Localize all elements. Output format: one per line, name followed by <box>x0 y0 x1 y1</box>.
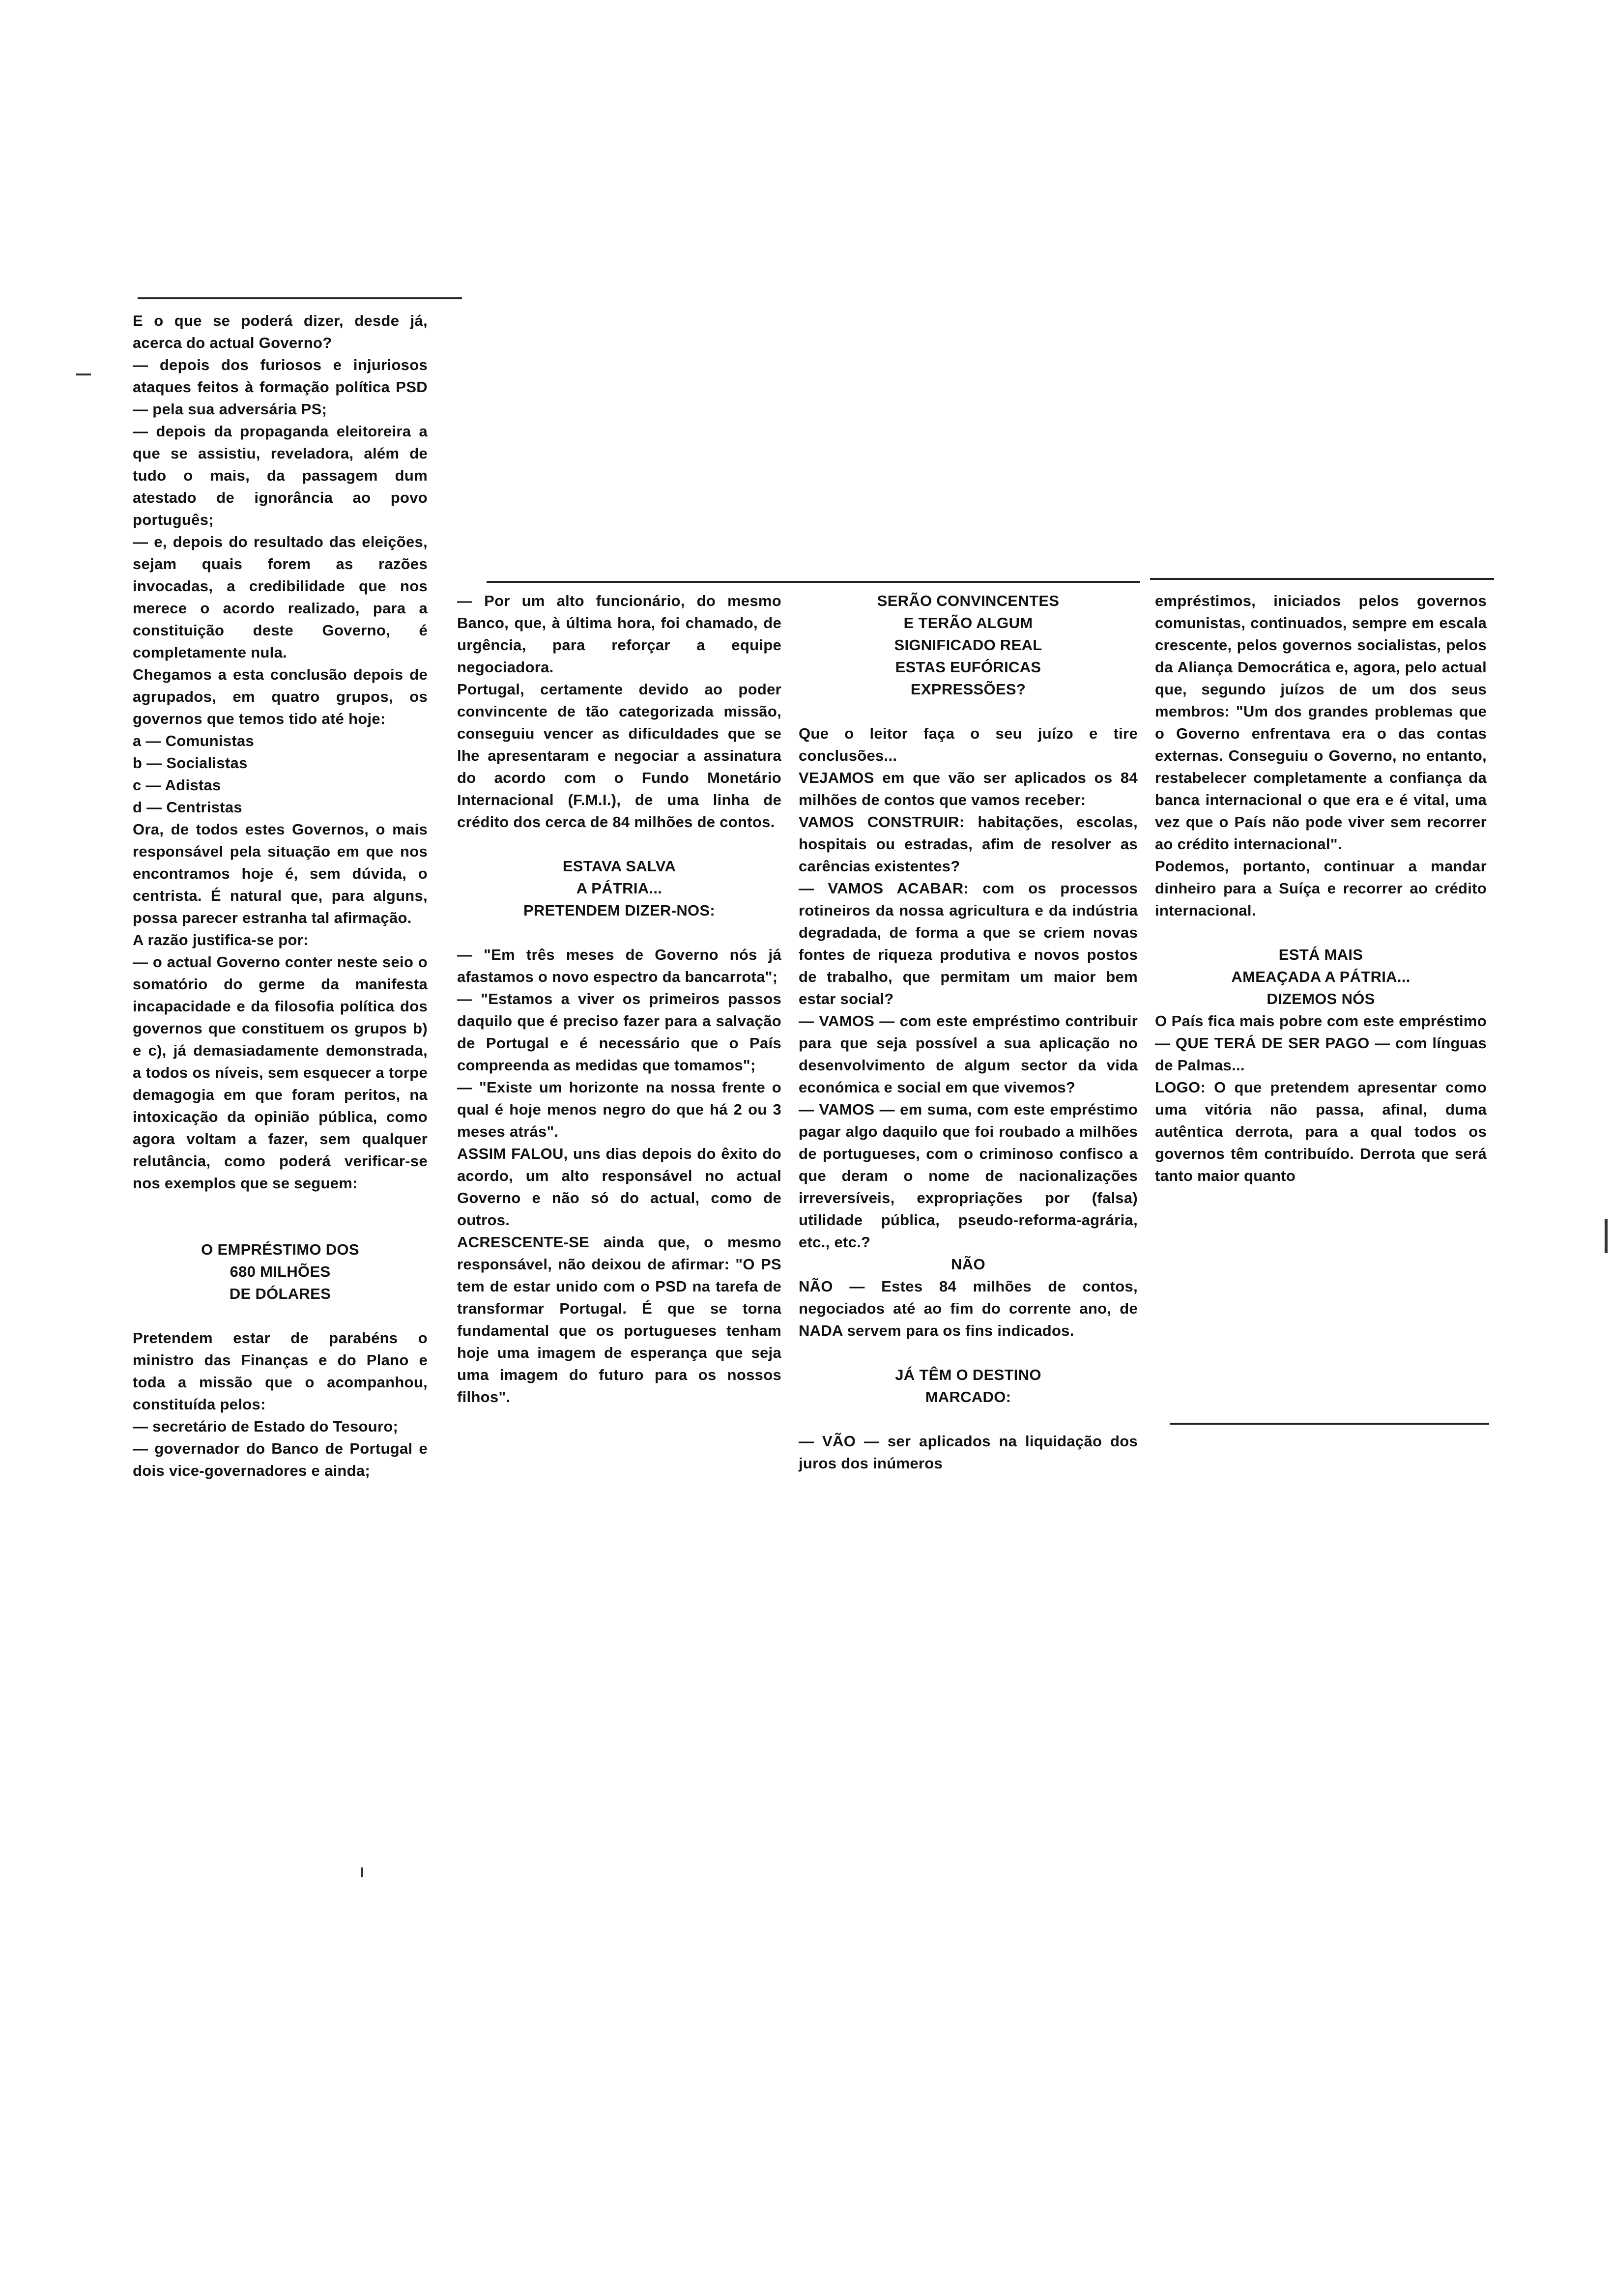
list-item: b — Socialistas <box>133 754 248 772</box>
section-heading: ESTAS EUFÓRICAS <box>895 659 1041 676</box>
paragraph: O País fica mais pobre com este empréstimo — QUE TERÁ DE SER PAGO — com línguas de Palmas... <box>1155 1012 1487 1074</box>
paragraph: Pretendem estar de parabéns o ministro das Finanças e do Plano e toda a missão que o acompanhou, constituída pelos: <box>133 1329 428 1413</box>
paragraph: LOGO: O que pretendem apresentar como uma vitória não passa, afinal, duma autêntica derrota, para a qual todos os governos têm contribuído. Derrota que será tanto maior quanto <box>1155 1079 1487 1184</box>
paragraph: — "Em três meses de Governo nós já afastamos o novo espectro da bancarrota"; <box>457 946 781 985</box>
paragraph: — depois da propaganda eleitoreira a que se assistiu, reveladora, além de tudo o mais, da passagem dum atestado de ignorância ao povo português; <box>133 423 428 528</box>
section-heading: EXPRESSÕES? <box>910 681 1026 698</box>
section-heading: PRETENDEM DIZER-NOS: <box>523 902 716 919</box>
paragraph: A razão justifica-se por: <box>133 931 309 948</box>
article-column-2 <box>457 590 781 1408</box>
paragraph: VAMOS CONSTRUIR: habitações, escolas, hospitais ou estradas, afim de resolver as carências existentes? <box>799 813 1138 875</box>
paragraph: — Por um alto funcionário, do mesmo Banco, que, à última hora, foi chamado, de urgência, para reforçar a equipe negociadora. <box>457 592 781 676</box>
top-rule-right <box>1150 578 1494 580</box>
margin-mark <box>1605 1219 1608 1253</box>
top-rule-middle <box>487 581 1140 583</box>
paragraph: Portugal, certamente devido ao poder convincente de tão categorizada missão, conseguiu vencer as dificuldades que se lhe apresentaram e negociar a assinatura do acordo com o Fundo Monetário Internacional (F.M.I.), de uma linha de crédito dos cerca de 84 milhões de contos. <box>457 681 781 831</box>
article-column-1 <box>133 310 428 1482</box>
margin-mark <box>361 1867 363 1877</box>
section-heading: SERÃO CONVINCENTES <box>877 592 1060 609</box>
section-heading: DIZEMOS NÓS <box>1267 990 1375 1007</box>
section-heading: ESTÁ MAIS <box>1278 946 1363 963</box>
paragraph: — VAMOS — em suma, com este empréstimo pagar algo daquilo que foi roubado a milhões de portugueses, com o criminoso confisco a que deram o nome de nacionalizações irreversíveis, expropriações por (falsa) utilidade pública, pseudo-reforma-agrária, etc., etc.? <box>799 1101 1138 1251</box>
list-item: a — Comunistas <box>133 732 255 749</box>
nao-heading: NÃO <box>951 1256 985 1273</box>
paragraph: NÃO — Estes 84 milhões de contos, negociados até ao fim do corrente ano, de NADA servem para os fins indicados. <box>799 1278 1138 1339</box>
paragraph: Ora, de todos estes Governos, o mais responsável pela situação em que nos encontramos hoje é, sem dúvida, o centrista. É natural que, para alguns, possa parecer estranha tal afirmação. <box>133 821 428 926</box>
list-item: c — Adistas <box>133 776 221 794</box>
section-heading: JÁ TÊM O DESTINO <box>895 1366 1041 1383</box>
top-rule-left <box>138 297 462 299</box>
article-column-4 <box>1155 590 1487 1187</box>
paragraph: ASSIM FALOU, uns dias depois do êxito do acordo, um alto responsável no actual Governo e não só do actual, como de outros. <box>457 1145 781 1229</box>
article-column-3 <box>799 590 1138 1474</box>
paragraph: — e, depois do resultado das eleições, sejam quais forem as razões invocadas, a credibilidade que nos merece o acordo realizado, para a constituição deste Governo, é completamente nula. <box>133 533 428 661</box>
section-heading: ESTAVA SALVA <box>562 858 676 875</box>
paragraph: Chegamos a esta conclusão depois de agrupados, em quatro grupos, os governos que temos tido até hoje: <box>133 666 428 727</box>
paragraph: — VAMOS ACABAR: com os processos rotineiros da nossa agricultura e da indústria degradada, de forma a que se criem novas fontes de riqueza produtiva e novos postos de trabalho, que permitam um maior bem estar social? <box>799 880 1138 1007</box>
paragraph: — VÃO — ser aplicados na liquidação dos juros dos inúmeros <box>799 1433 1138 1472</box>
margin-mark <box>76 373 91 375</box>
paragraph: Que o leitor faça o seu juízo e tire conclusões... <box>799 725 1138 764</box>
paragraph: — secretário de Estado do Tesouro; <box>133 1418 399 1435</box>
paragraph: VEJAMOS em que vão ser aplicados os 84 milhões de contos que vamos receber: <box>799 769 1138 808</box>
paragraph: — depois dos furiosos e injuriosos ataques feitos à formação política PSD — pela sua adversária PS; <box>133 356 428 418</box>
paragraph: Podemos, portanto, continuar a mandar dinheiro para a Suíça e recorrer ao crédito internacional. <box>1155 858 1487 919</box>
column4-bottom-rule <box>1170 1423 1489 1425</box>
paragraph: — "Existe um horizonte na nossa frente o qual é hoje menos negro do que há 2 ou 3 meses atrás". <box>457 1079 781 1140</box>
section-heading: AMEAÇADA A PÁTRIA... <box>1231 968 1410 985</box>
section-heading: SIGNIFICADO REAL <box>894 636 1042 654</box>
section-heading: 680 MILHÕES <box>230 1263 331 1280</box>
paragraph: — governador do Banco de Portugal e dois vice-governadores e ainda; <box>133 1440 428 1479</box>
paragraph: ACRESCENTE-SE ainda que, o mesmo responsável, não deixou de afirmar: "O PS tem de estar unido com o PSD na tarefa de transformar Portugal. É que se torna fundamental que os portugueses tenham hoje uma imagem de esperança que seja uma imagem do futuro para os nossos filhos". <box>457 1234 781 1406</box>
paragraph: — "Estamos a viver os primeiros passos daquilo que é preciso fazer para a salvação de Portugal e é necessário que o País compreenda as medidas que tomamos"; <box>457 990 781 1074</box>
paragraph: E o que se poderá dizer, desde já, acerca do actual Governo? <box>133 312 428 351</box>
section-heading: MARCADO: <box>925 1388 1011 1406</box>
section-heading: E TERÃO ALGUM <box>903 614 1033 631</box>
section-heading: A PÁTRIA... <box>576 880 662 897</box>
paragraph: empréstimos, iniciados pelos governos comunistas, continuados, sempre em escala crescente, pelos governos socialistas, pelos da Aliança Democrática e, agora, pelo actual que, segundo juízos de um dos seus membros: "Um dos grandes problemas que o Governo enfrentava era o das contas externas. Conseguiu o Governo, no entanto, restabelecer completamente a confiança da banca internacional o que era e é vital, uma vez que o País não pode viver sem recorrer ao crédito internacional". <box>1155 592 1487 853</box>
paragraph: — VAMOS — com este empréstimo contribuir para que seja possível a sua aplicação no desenvolvimento de algum sector da vida económica e social em que vivemos? <box>799 1012 1138 1096</box>
paragraph: — o actual Governo conter neste seio o somatório do germe da manifesta incapacidade e da filosofia política dos governos que constituem os grupos b) e c), já demasiadamente demonstrada, a todos os níveis, sem esquecer a torpe demagogia em que foram peritos, na intoxicação da opinião pública, como agora voltam a fazer, sem qualquer relutância, como poderá verificar-se nos exemplos que se seguem: <box>133 953 428 1192</box>
section-heading: DE DÓLARES <box>229 1285 331 1302</box>
section-heading: O EMPRÉSTIMO DOS <box>201 1241 359 1258</box>
list-item: d — Centristas <box>133 799 242 816</box>
